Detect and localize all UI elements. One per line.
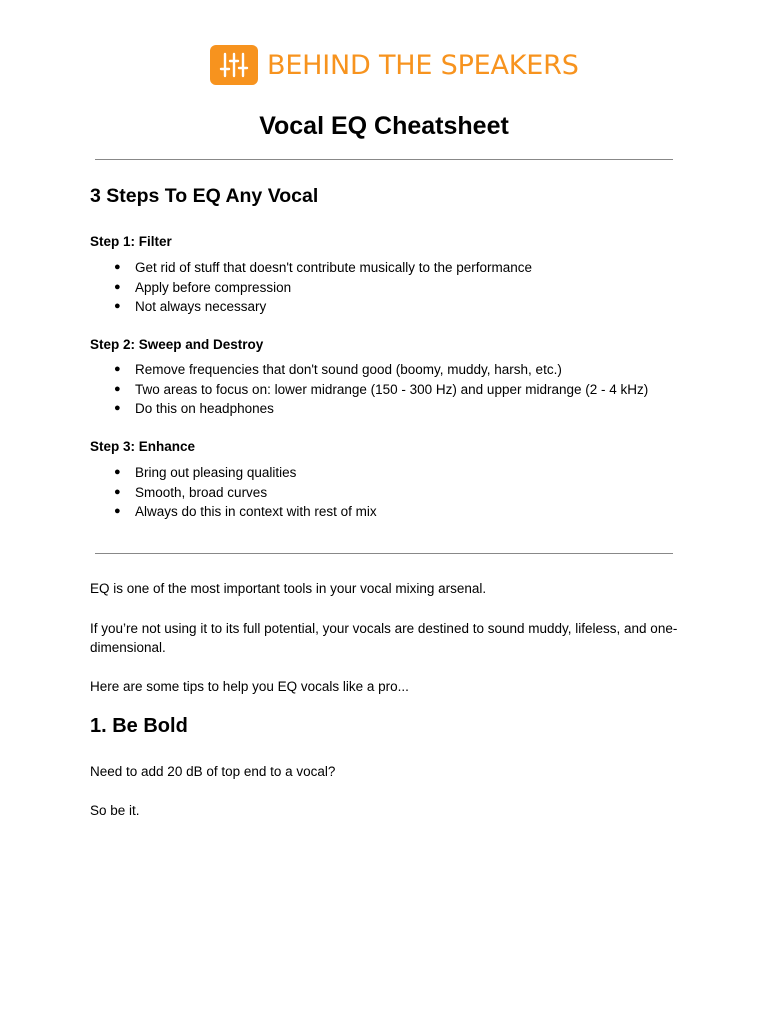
list-item: ● Smooth, broad curves (90, 483, 377, 503)
mixer-faders-icon (210, 45, 258, 85)
list-item: ● Two areas to focus on: lower midrange (150 - 300 Hz) and upper midrange (2 - 4 kHz) (90, 380, 648, 400)
list-item: ● Apply before compression (90, 278, 532, 298)
intro-paragraph: Here are some tips to help you EQ vocals like a pro... (90, 679, 409, 694)
list-item: ● Always do this in context with rest of mix (90, 502, 377, 522)
list-item: ● Get rid of stuff that doesn't contribute musically to the performance (90, 258, 532, 278)
intro-paragraph: EQ is one of the most important tools in your vocal mixing arsenal. (90, 581, 487, 596)
bullet-icon: ● (114, 261, 121, 273)
bullet-icon: ● (114, 402, 121, 414)
bullet-icon: ● (114, 363, 121, 375)
divider (95, 159, 673, 160)
page-title: Vocal EQ Cheatsheet (259, 112, 509, 140)
bullet-icon: ● (114, 466, 121, 478)
bullet-icon: ● (114, 280, 121, 293)
list-item: ● Remove frequencies that don't sound good (boomy, muddy, harsh, etc.) (90, 360, 648, 380)
tip-1-heading: 1. Be Bold (90, 715, 188, 737)
step-1-label: Step 1: Filter (90, 234, 172, 249)
brand-header (210, 45, 579, 85)
step-3-bullets (90, 463, 377, 522)
step-3-label: Step 3: Enhance (90, 439, 196, 454)
bullet-icon: ● (114, 300, 121, 312)
list-item: ● Not always necessary (90, 297, 532, 317)
step-2-bullets (90, 360, 648, 419)
bullet-icon: ● (114, 382, 121, 395)
bullet-icon: ● (114, 485, 121, 498)
tip-1-paragraph: Need to add 20 dB of top end to a vocal? (90, 764, 336, 779)
step-2-label: Step 2: Sweep and Destroy (90, 337, 264, 352)
list-item: ● Bring out pleasing qualities (90, 463, 377, 483)
divider (95, 553, 673, 554)
bullet-icon: ● (114, 505, 121, 517)
section-heading: 3 Steps To EQ Any Vocal (90, 185, 319, 207)
intro-paragraph: If you’re not using it to its full potential, your vocals are destined to sound muddy, lifeless, and one-dimensional. (90, 621, 678, 655)
list-item: ● Do this on headphones (90, 399, 648, 419)
tip-1-paragraph: So be it. (90, 803, 140, 818)
brand-name: BEHIND THE SPEAKERS (267, 49, 579, 81)
step-1-bullets (90, 258, 532, 317)
